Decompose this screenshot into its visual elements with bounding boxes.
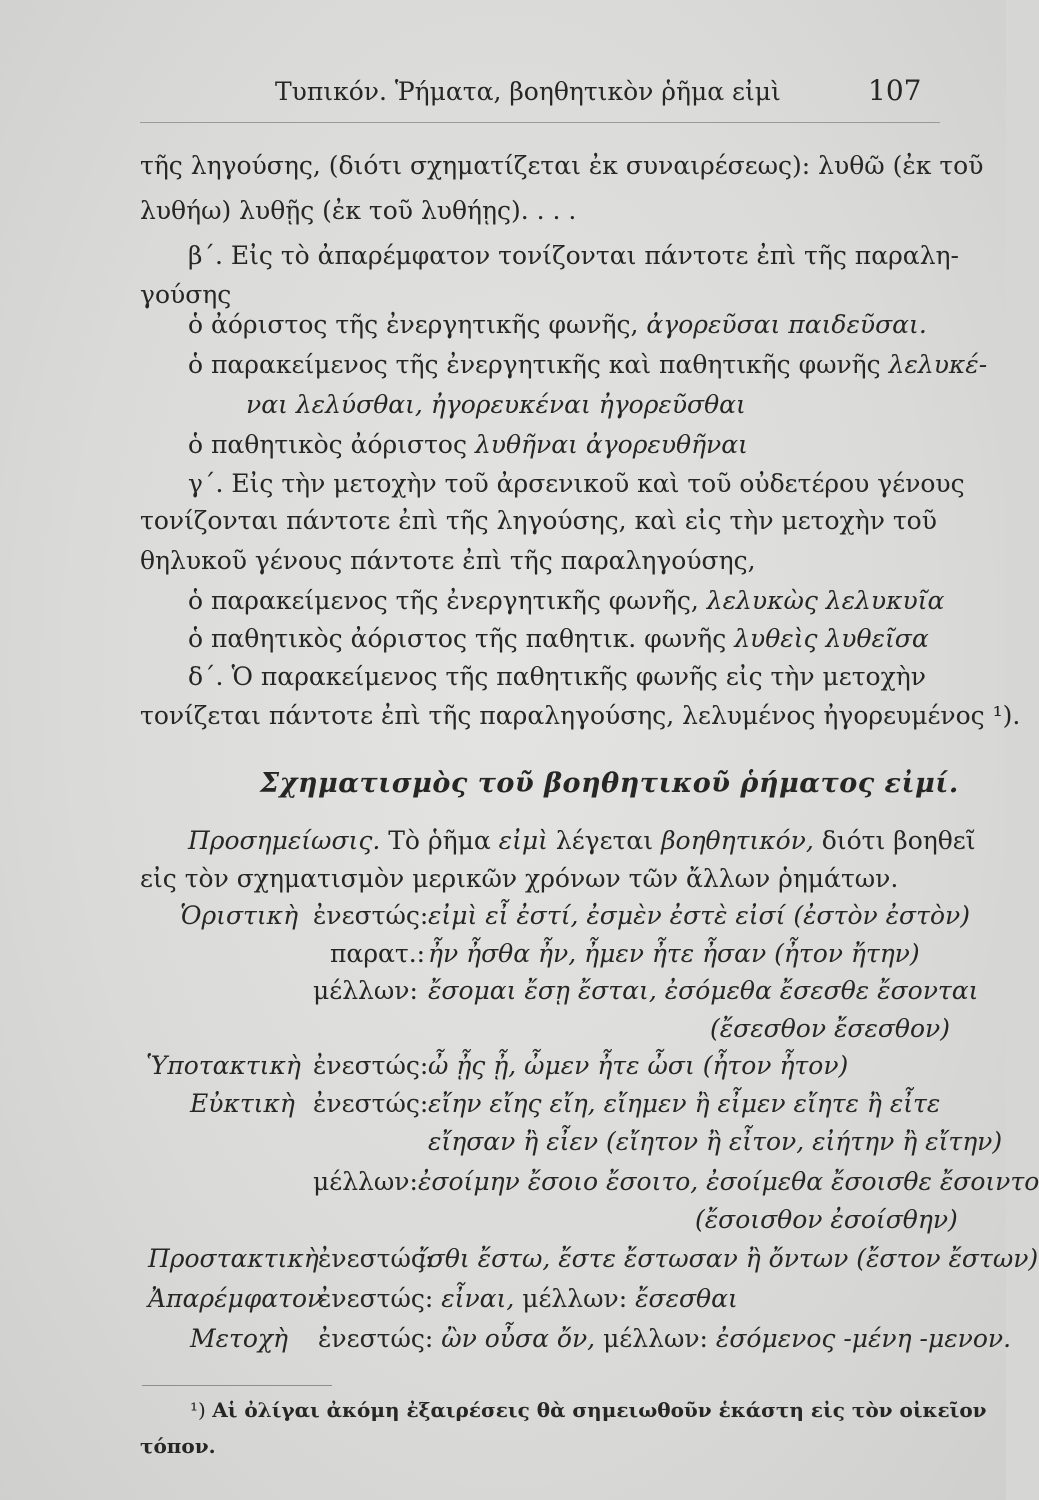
line-8-text: ὁ παθητικὸς ἀόριστος: [188, 430, 467, 459]
section-title: Σχηματισμὸς τοῦ βοηθητικοῦ ῥήματος εἰμί.: [260, 768, 959, 799]
footnote-marker: ¹): [190, 1398, 206, 1422]
text-line-7: ναι λελύσθαι, ἠγορευκέναι ἠγορεῦσθαι: [246, 390, 746, 419]
text-line-5: [188, 309, 927, 341]
line-13-text: ὁ παθητικὸς ἀόριστος τῆς παθητικ. φωνῆς: [188, 624, 727, 653]
line-5-example: ἀγορεῦσαι παιδεῦσαι.: [646, 310, 927, 339]
euktiki-mellon-label: μέλλων:: [313, 1167, 418, 1196]
note-word-2: βοηθητικόν,: [661, 826, 814, 855]
text-line-1: τῆς ληγούσης, (διότι σχηματίζεται ἐκ συναιρέσεως): λυθῶ (ἐκ τοῦ: [140, 151, 984, 180]
line-13-example: λυθεὶς λυθεῖσα: [734, 624, 929, 653]
metochi-label: Μετοχὴ: [190, 1324, 289, 1353]
text-line-12: [188, 585, 944, 617]
aparemfato-label: Ἀπαρέμφατον: [148, 1284, 323, 1313]
aparemfato-line: [318, 1283, 738, 1315]
euktiki-present-2: εἴησαν ἢ εἶεν (εἴητον ἢ εἶτον, εἰήτην ἢ εἴτην): [428, 1127, 1003, 1156]
oristiki-future: ἔσομαι ἔσῃ ἔσται, ἐσόμεθα ἔσεσθε ἔσονται: [428, 976, 979, 1005]
oristiki-imperfect: ἦν ἦσθα ἦν, ἦμεν ἦτε ἦσαν (ἦτον ἤτην): [428, 939, 920, 968]
text-line-2: λυθήω) λυθῇς (ἐκ τοῦ λυθήῃς). . . .: [140, 196, 577, 225]
euktiki-present: εἴην εἴης εἴη, εἴημεν ἢ εἶμεν εἴητε ἢ εἶτε: [428, 1089, 941, 1118]
oristiki-mellon-label: μέλλων:: [313, 976, 418, 1005]
euktiki-future-dual: (ἔσοισθον ἐσοίσθην): [695, 1205, 958, 1234]
text-line-14: δ΄. Ὁ παρακείμενος τῆς παθητικῆς φωνῆς εἰς τὴν μετοχὴν: [188, 662, 926, 691]
text-line-9: γ΄. Εἰς τὴν μετοχὴν τοῦ ἀρσενικοῦ καὶ τοῦ οὐδετέρου γένους: [188, 469, 965, 498]
running-title: Τυπικόν. Ῥήματα, βοηθητικὸν ῥῆμα εἰμὶ: [275, 77, 781, 106]
oristiki-label: Ὁριστικὴ: [180, 901, 299, 930]
ypotaktiki-present: ὦ ᾖς ᾖ, ὦμεν ἦτε ὦσι (ἦτον ἦτον): [428, 1051, 849, 1080]
euktiki-future: ἐσοίμην ἔσοιο ἔσοιτο, ἐσοίμεθα ἔσοισθε ἔσοιντο: [418, 1167, 1039, 1196]
note-label: Προσημείωσις.: [188, 826, 381, 855]
note-text-3: διότι βοηθεῖ: [821, 826, 976, 855]
oristiki-present: εἰμὶ εἶ ἐστί, ἐσμὲν ἐστὲ εἰσί (ἐστὸν ἐστὸν): [428, 901, 970, 930]
prostaktiki-label: Προστακτικὴ: [148, 1244, 319, 1273]
metochi-enestos-label: ἐνεστώς:: [318, 1324, 434, 1353]
note-text-2: λέγεται: [555, 826, 654, 855]
oristiki-future-dual: (ἔσεσθον ἔσεσθον): [710, 1014, 950, 1043]
line-5-text: ὁ ἀόριστος τῆς ἐνεργητικῆς φωνῆς,: [188, 310, 639, 339]
prostaktiki-enestos-label: ἐνεστώς:: [318, 1244, 434, 1273]
note-text-1: Τὸ ῥῆμα: [388, 826, 491, 855]
footnote-reference: ¹).: [992, 701, 1021, 730]
metochi-mellon-label: μέλλων:: [603, 1324, 708, 1353]
aparemfato-enestos-label: ἐνεστώς:: [318, 1284, 434, 1313]
note-word-1: εἰμὶ: [498, 826, 548, 855]
metochi-future: ἐσόμενος -μένη -μενον.: [715, 1324, 1012, 1353]
line-12-example: λελυκὼς λελυκυῖα: [706, 586, 945, 615]
euktiki-label: Εὐκτικὴ: [190, 1089, 295, 1118]
aparemfato-future: ἔσεσθαι: [635, 1284, 738, 1313]
text-line-4: γούσης: [140, 280, 232, 309]
line-12-text: ὁ παρακείμενος τῆς ἐνεργητικῆς φωνῆς,: [188, 586, 699, 615]
metochi-present: ὢν οὖσα ὄν,: [441, 1324, 596, 1353]
aparemfato-present: εἶναι,: [441, 1284, 515, 1313]
footnote-line-2: τόπον.: [140, 1434, 216, 1458]
text-line-15: [140, 700, 1020, 732]
text-line-10: τονίζονται πάντοτε ἐπὶ τῆς ληγούσης, καὶ εἰς τὴν μετοχὴν τοῦ: [140, 506, 937, 535]
metochi-line: [318, 1323, 1011, 1355]
text-line-3: β΄. Εἰς τὸ ἀπαρέμφατον τονίζονται πάντοτε ἐπὶ τῆς παραλη-: [188, 241, 959, 270]
footnote-rule: [142, 1385, 332, 1386]
header-rule: [140, 122, 940, 123]
note-line-1: [188, 825, 976, 857]
ypotaktiki-enestos-label: ἐνεστώς:: [313, 1051, 429, 1080]
oristiki-enestos-label: ἐνεστώς:: [313, 901, 429, 930]
page-number: 107: [868, 74, 922, 107]
line-15-text: τονίζεται πάντοτε ἐπὶ τῆς παραληγούσης, λελυμένος ἠγορευμένος: [140, 701, 985, 730]
footnote-text-1: Αἱ ὀλίγαι ἀκόμη ἐξαιρέσεις θὰ σημειωθοῦν ἑκάστη εἰς τὸν οἰκεῖον: [212, 1398, 987, 1422]
aparemfato-mellon-label: μέλλων:: [522, 1284, 628, 1313]
oristiki-parat-label: παρατ.:: [330, 939, 426, 968]
line-6-example: λελυκέ-: [888, 350, 988, 379]
text-line-11: θηλυκοῦ γένους πάντοτε ἐπὶ τῆς παραληγούσης,: [140, 546, 756, 575]
euktiki-enestos-label: ἐνεστώς:: [313, 1089, 429, 1118]
ypotaktiki-label: Ὑποτακτικὴ: [146, 1051, 301, 1080]
note-line-2: εἰς τὸν σχηματισμὸν μερικῶν χρόνων τῶν ἄλλων ῥημάτων.: [140, 864, 899, 893]
text-line-6: [188, 349, 987, 381]
text-line-8: [188, 429, 748, 461]
line-6-text: ὁ παρακείμενος τῆς ἐνεργητικῆς καὶ παθητικῆς φωνῆς: [188, 350, 881, 379]
prostaktiki-present: ἴσθι ἔστω, ἔστε ἔστωσαν ἢ ὄντων (ἔστον ἔστων): [418, 1244, 1039, 1273]
text-line-13: [188, 623, 929, 655]
footnote-line-1: [190, 1396, 987, 1424]
line-8-example: λυθῆναι ἀγορευθῆναι: [474, 430, 748, 459]
